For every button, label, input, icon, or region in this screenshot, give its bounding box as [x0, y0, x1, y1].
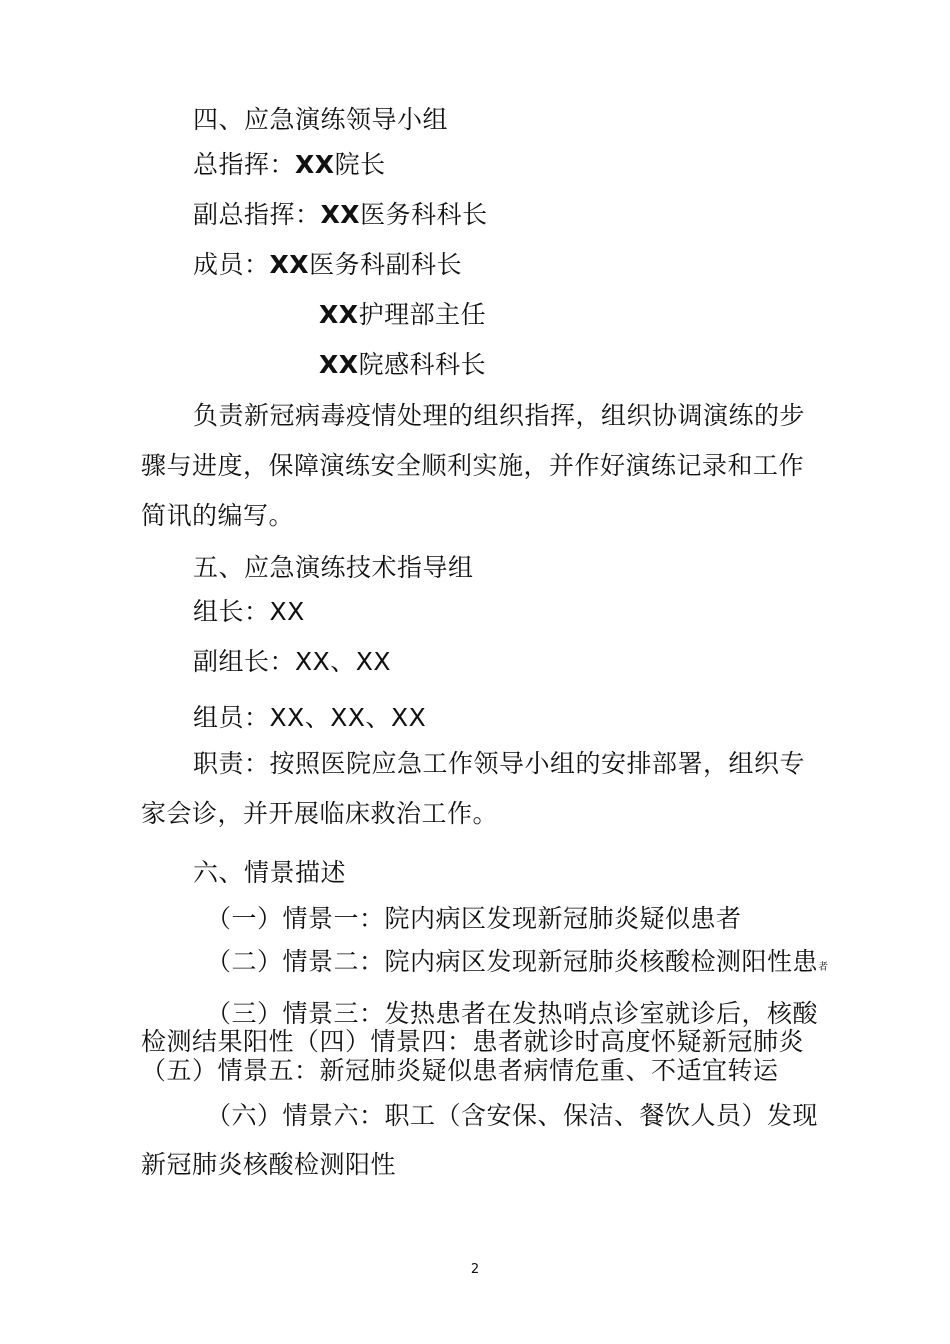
scene-3-line-1: （三）情景三：发热患者在发热哨点诊室就诊后，核酸: [206, 999, 819, 1028]
deputy-name: XX: [320, 200, 361, 229]
scene-2-text: （二）情景二：院内病区发现新冠肺炎核酸检测阳性患: [206, 947, 819, 976]
commander-name: XX: [295, 150, 335, 179]
members-label: 成员：: [193, 250, 270, 279]
tech-deputy-line: 副组长：XX、XX: [193, 647, 392, 676]
scene-5-line: （五）情景五：新冠肺炎疑似患者病情危重、不适宜转运: [141, 1056, 779, 1085]
page-number: 2: [470, 1262, 480, 1277]
scene-2-mark: 者: [818, 962, 829, 973]
tech-members-line: 组员：XX、XX、XX: [193, 703, 427, 732]
deputy-label: 副总指挥：: [193, 200, 321, 229]
section-4-heading: 四、应急演练领导小组: [193, 105, 449, 134]
scene-6-line-2: 新冠肺炎核酸检测阳性: [141, 1150, 397, 1179]
member3-title: 院感科科长: [358, 350, 487, 379]
section-4-duty-line-1: 负责新冠病毒疫情处理的组织指挥，组织协调演练的步: [193, 401, 806, 430]
scene-6-line-1: （六）情景六：职工（含安保、保洁、餐饮人员）发现: [206, 1101, 819, 1130]
member3-name: XX: [319, 350, 359, 379]
scene-1-line: （一）情景一：院内病区发现新冠肺炎疑似患者: [206, 904, 742, 933]
section-5-duty-line-1: 职责：按照医院应急工作领导小组的安排部署，组织专: [193, 749, 806, 778]
member2-name: XX: [319, 300, 359, 329]
deputy-title: 医务科科长: [360, 200, 488, 229]
member3-line: [319, 349, 486, 381]
scene-3-line-2: 检测结果阳性（四）情景四：患者就诊时高度怀疑新冠肺炎: [141, 1027, 805, 1056]
members-line: [193, 249, 462, 281]
member1-title: 医务科副科长: [309, 250, 463, 279]
section-5-duty-line-2: 家会诊，并开展临床救治工作。: [141, 799, 499, 828]
section-4-duty-line-3: 简讯的编写。: [141, 501, 295, 530]
member1-name: XX: [269, 250, 310, 279]
section-5-heading: 五、应急演练技术指导组: [193, 553, 474, 582]
deputy-commander-line: [193, 199, 488, 231]
commander-title: 院长: [334, 150, 386, 179]
member2-title: 护理部主任: [358, 300, 487, 329]
commander-line: [193, 149, 386, 181]
commander-label: 总指挥：: [193, 150, 296, 179]
scene-2-line: [206, 946, 829, 984]
tech-leader-line: 组长：XX: [193, 597, 305, 626]
section-6-heading: 六、情景描述: [193, 858, 347, 887]
section-4-duty-line-2: 骤与进度，保障演练安全顺利实施，并作好演练记录和工作: [141, 451, 805, 480]
member2-line: [319, 299, 486, 331]
